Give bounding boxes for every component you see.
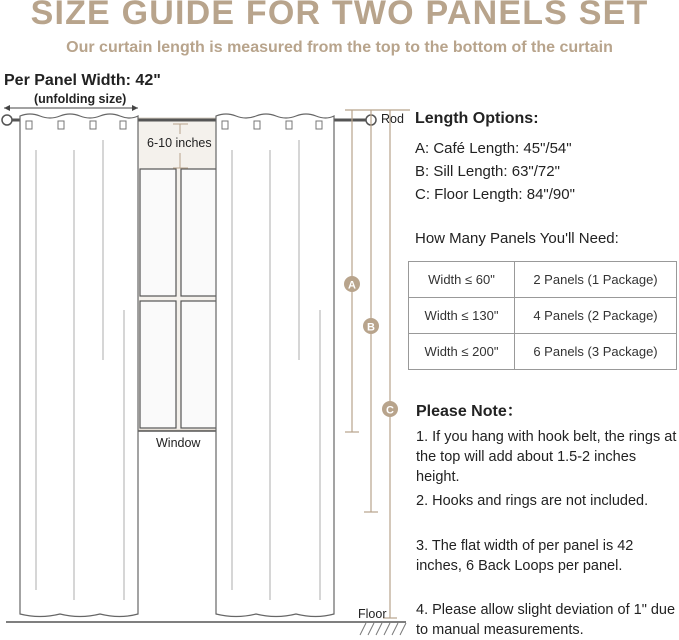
length-option-a: A: Café Length: 45"/54" (415, 140, 572, 157)
page-subtitle: Our curtain length is measured from the top to the bottom of the curtain (66, 39, 613, 56)
note-1: 1. If you hang with hook belt, the rings at the top will add about 1.5-2 inches height. (416, 429, 677, 485)
width-cell: Width ≤ 130" (409, 298, 515, 334)
panel-width-label: Per Panel Width: 42" (4, 72, 161, 89)
panels-cell: 6 Panels (3 Package) (515, 334, 677, 370)
length-option-c: C: Floor Length: 84"/90" (415, 186, 575, 203)
right-curtain-panel (216, 114, 334, 617)
gap-label: 6-10 inches (147, 136, 212, 150)
note-3: 3. The flat width of per panel is 42 inches, 6 Back Loops per panel. (416, 538, 634, 574)
floor-label: Floor (358, 607, 387, 621)
width-cell: Width ≤ 60" (409, 262, 515, 298)
floor (6, 622, 406, 635)
note-4: 4. Please allow slight deviation of 1" due to manual measurements. (416, 602, 676, 638)
window-illustration (138, 118, 218, 431)
panel-width-arrow (4, 105, 138, 111)
table-row (409, 334, 677, 370)
panels-table (408, 261, 677, 370)
table-row (409, 262, 677, 298)
marker-c-label: C (386, 404, 394, 417)
marker-a-label: A (348, 279, 356, 292)
length-measurements (345, 110, 410, 618)
panels-cell: 4 Panels (2 Package) (515, 298, 677, 334)
length-options-heading: Length Options: (415, 110, 539, 127)
panels-cell: 2 Panels (1 Package) (515, 262, 677, 298)
marker-b-label: B (367, 321, 375, 334)
notes-heading: Please Note： (416, 403, 523, 420)
rod-label: Rod (381, 112, 404, 126)
panel-width-note: (unfolding size) (34, 92, 127, 106)
left-curtain-panel (20, 114, 138, 617)
width-cell: Width ≤ 200" (409, 334, 515, 370)
page-title: SIZE GUIDE FOR TWO PANELS SET (30, 0, 649, 32)
panels-needed-heading: How Many Panels You'll Need: (415, 230, 619, 247)
window-label: Window (156, 436, 201, 450)
length-option-b: B: Sill Length: 63"/72" (415, 163, 560, 180)
note-2: 2. Hooks and rings are not included. (416, 493, 649, 509)
table-row (409, 298, 677, 334)
